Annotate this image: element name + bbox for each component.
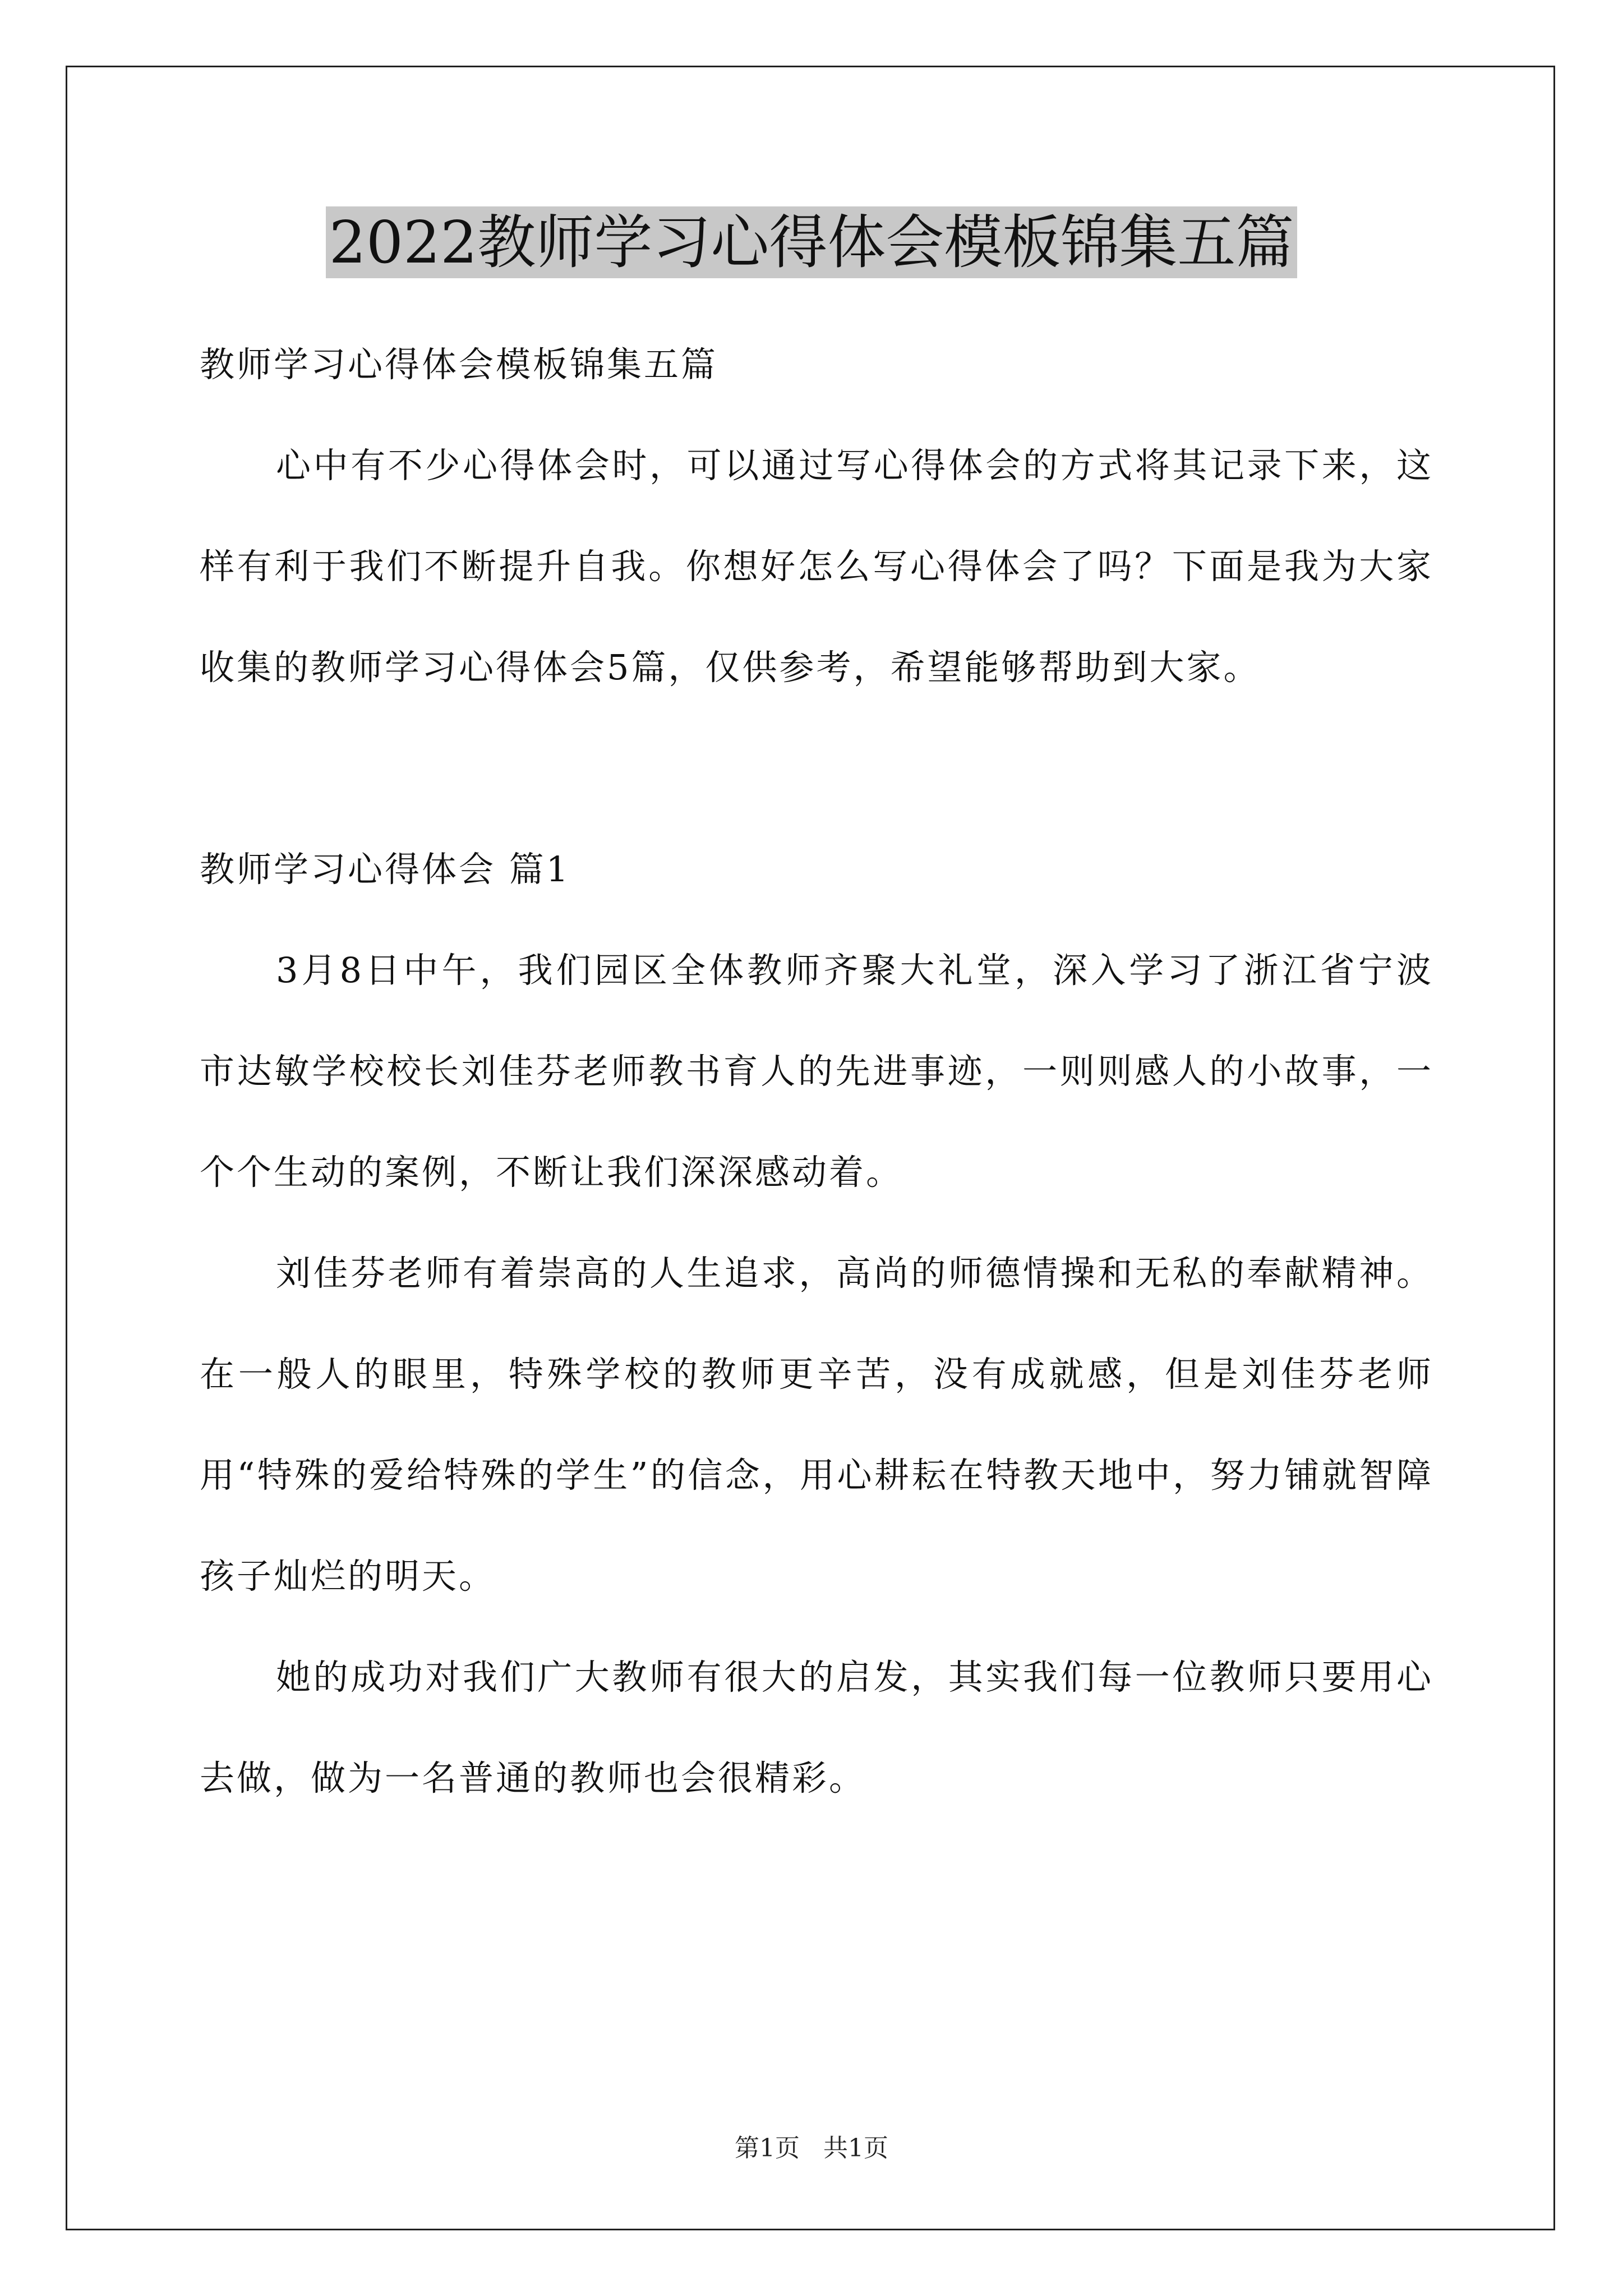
section-spacer [200, 718, 1433, 819]
intro-paragraph: 心中有不少心得体会时，可以通过写心得体会的方式将其记录下来，这样有利于我们不断提升自我。你想好怎么写心得体会了吗？下面是我为大家收集的教师学习心得体会5篇，仅供参考，希望能够帮助到大家。 [200, 445, 1433, 688]
title-container [0, 206, 1623, 278]
body-paragraph: 3月8日中午，我们园区全体教师齐聚大礼堂，深入学习了浙江省宁波市达敏学校校长刘佳芬老师教书育人的先进事迹，一则则感人的小故事，一个个生动的案例，不断让我们深深感动着。 [200, 950, 1433, 1193]
page-footer: 第1页 共1页 [735, 2134, 888, 2162]
document-title: 2022教师学习心得体会模板锦集五篇 [326, 206, 1298, 278]
body-paragraph: 她的成功对我们广大教师有很大的启发，其实我们每一位教师只要用心去做，做为一名普通的教师也会很精彩。 [200, 1657, 1433, 1798]
document-subtitle: 教师学习心得体会模板锦集五篇 [200, 344, 718, 385]
body-paragraph: 刘佳芬老师有着崇高的人生追求，高尚的师德情操和无私的奉献精神。在一般人的眼里，特殊学校的教师更辛苦，没有成就感，但是刘佳芬老师用“特殊的爱给特殊的学生”的信念，用心耕耘在特教天地中，努力铺就智障孩子灿烂的明天。 [200, 1253, 1433, 1596]
section-heading: 教师学习心得体会 篇1 [200, 849, 571, 890]
document-body [200, 314, 1433, 1829]
